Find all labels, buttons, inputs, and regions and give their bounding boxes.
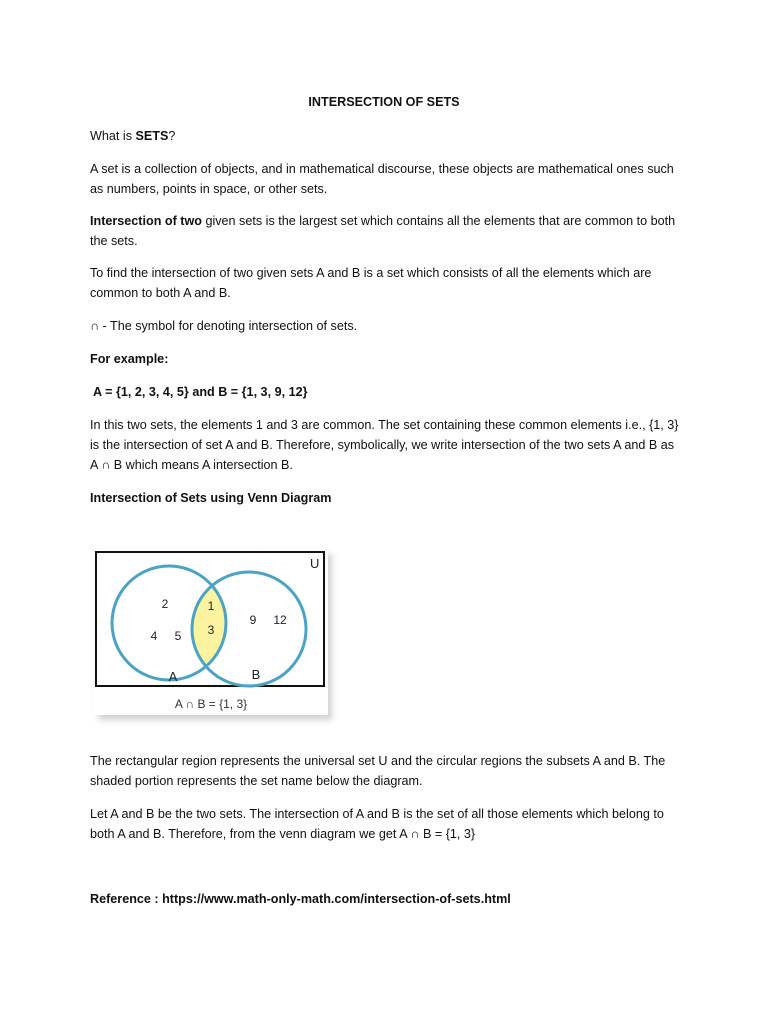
example-sets: A = {1, 2, 3, 4, 5} and B = {1, 3, 9, 12} bbox=[90, 385, 308, 399]
question-prefix: What is bbox=[90, 129, 136, 143]
how-to-find-paragraph: To find the intersection of two given sets A and B is a set which consists of all the elements which are common to both A and B. bbox=[90, 266, 652, 300]
reference-line: Reference : https://www.math-only-math.com/intersection-of-sets.html bbox=[90, 892, 511, 906]
element-b-only-1: 9 bbox=[249, 613, 257, 627]
element-common-1: 1 bbox=[207, 599, 215, 613]
element-a-only-3: 5 bbox=[174, 629, 182, 643]
set-b-label: B bbox=[251, 667, 261, 682]
explanation-paragraph: In this two sets, the elements 1 and 3 are common. The set containing these common elements i.e., {1, 3} is the intersection of set A and B. Therefore, symbolically, we write intersection of the two sets A and B as A ∩ B which means A intersection B. bbox=[90, 418, 679, 472]
set-definition-paragraph: A set is a collection of objects, and in mathematical discourse, these objects are mathematical ones such as numbers, points in space, or other sets. bbox=[90, 162, 674, 196]
intersection-definition-paragraph bbox=[90, 211, 680, 251]
venn-heading: Intersection of Sets using Venn Diagram bbox=[90, 491, 332, 505]
intersection-definition-rest: given sets is the largest set which contains all the elements that are common to both the sets. bbox=[90, 214, 676, 248]
venn-explanation-paragraph: The rectangular region represents the universal set U and the circular regions the subsets A and B. The shaded portion represents the set name below the diagram. bbox=[90, 754, 666, 788]
venn-diagram bbox=[94, 549, 328, 715]
universe-label: U bbox=[310, 556, 320, 571]
element-a-only-1: 2 bbox=[161, 597, 169, 611]
question-suffix: ? bbox=[168, 129, 176, 143]
page-title: INTERSECTION OF SETS bbox=[308, 95, 460, 109]
example-heading: For example: bbox=[90, 352, 169, 366]
element-a-only-2: 4 bbox=[150, 629, 158, 643]
question-keyword: SETS bbox=[135, 129, 169, 143]
element-b-only-2: 12 bbox=[273, 613, 287, 627]
set-a-label: A bbox=[168, 669, 178, 684]
conclusion-paragraph: Let A and B be the two sets. The intersection of A and B is the set of all those elements which belong to both A and B. Therefore, from the venn diagram we get A ∩ B = {1, 3} bbox=[90, 807, 664, 841]
intersection-definition-bold: Intersection of two bbox=[90, 214, 202, 228]
venn-caption: A ∩ B = {1, 3} bbox=[174, 697, 248, 711]
symbol-paragraph: ∩ - The symbol for denoting intersection of sets. bbox=[90, 319, 358, 333]
sets-question bbox=[90, 126, 680, 146]
element-common-2: 3 bbox=[207, 623, 215, 637]
venn-diagram-svg bbox=[94, 549, 328, 715]
